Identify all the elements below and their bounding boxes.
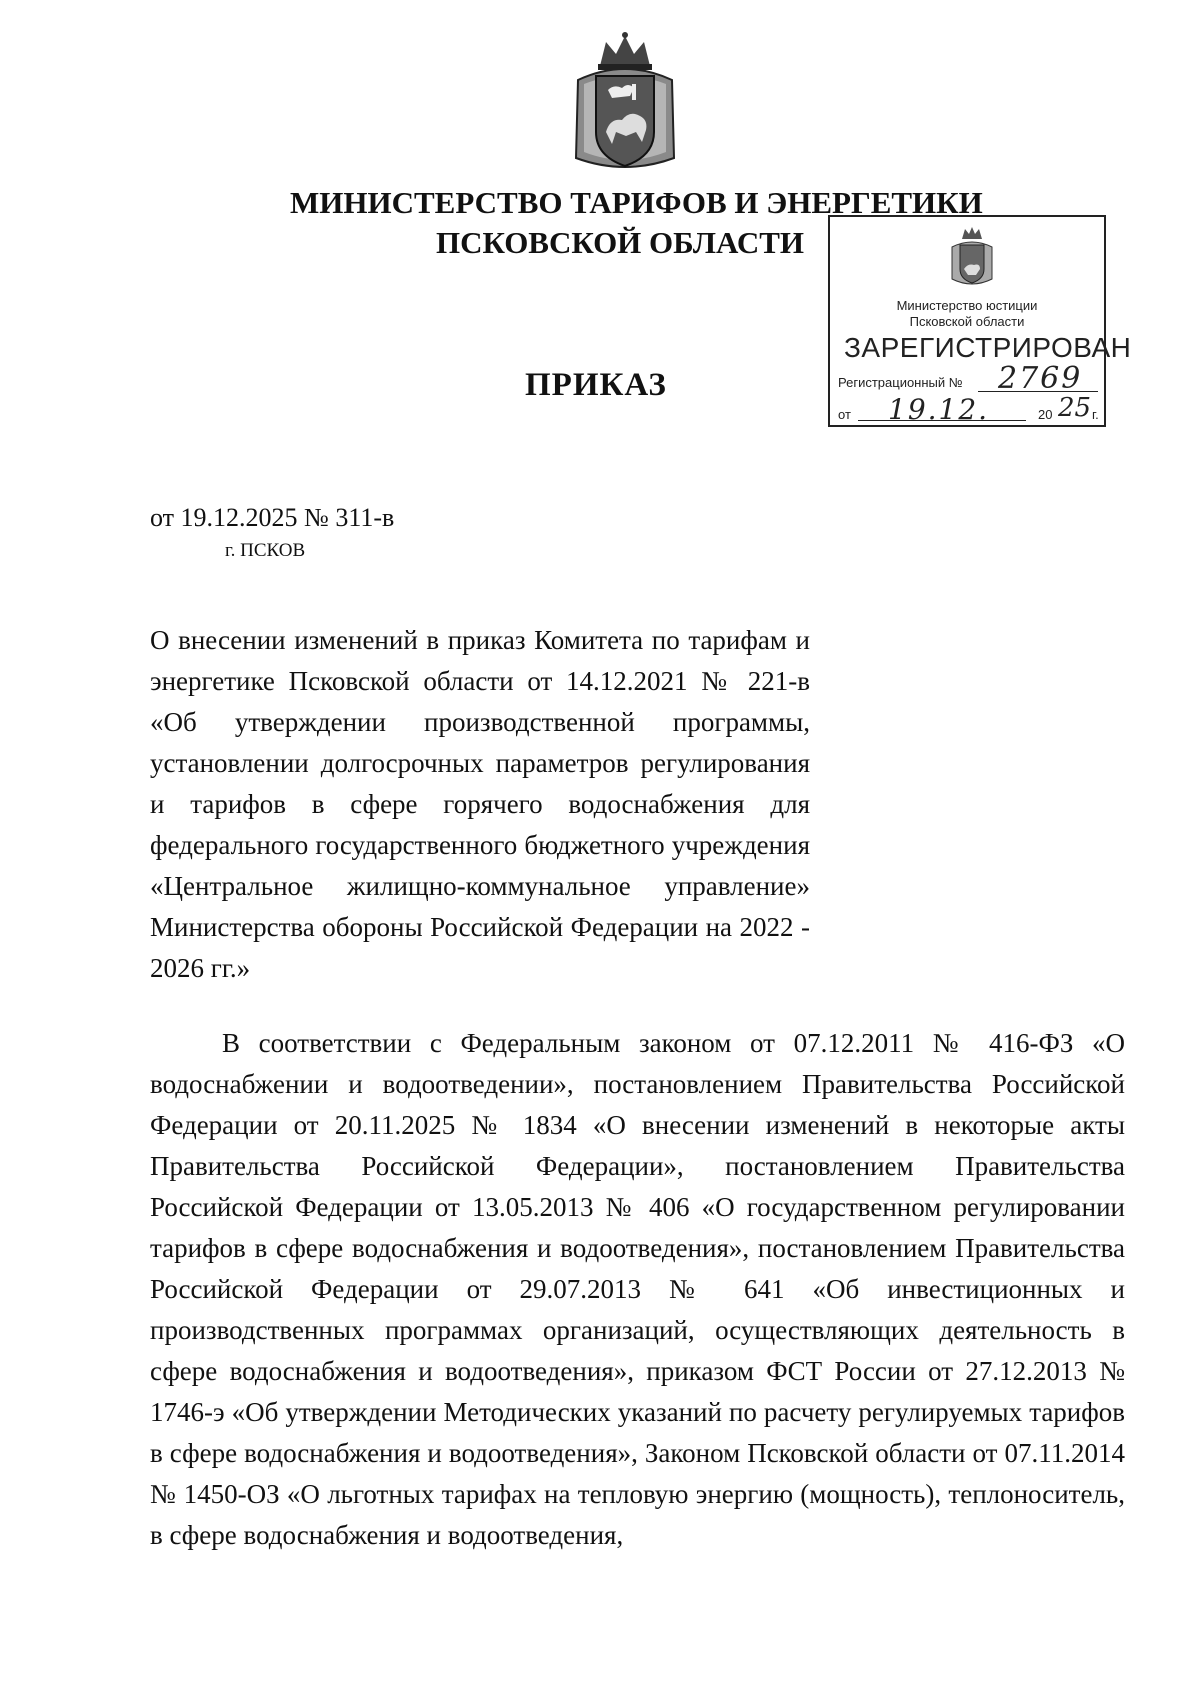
document-body-paragraph: В соответствии с Федеральным законом от 07.12.2011 № 416-ФЗ «О водоснабжении и водоотведении», постановлением Правительства Российской Федерации от 20.11.2025 № 1834 «О внесении изменений в некоторые акты Правительства Российской Федерации», постановлением Правительства Российской Федерации от 13.05.2013 № 406 «О государственном регулировании тарифов в сфере водоснабжения и водоотведения», постановлением Правительства Российской Федерации от 29.07.2013 № 641 «Об инвестиционных и производственных программах организаций, осуществляющих деятельность в сфере водоснабжения и водоотведения», приказом ФСТ России от 27.12.2013 № 1746-э «Об утверждении Методических указаний по расчету регулируемых тарифов в сфере водоснабжения и водоотведения», Законом Псковской области от 07.11.2014 № 1450-ОЗ «О льготных тарифах на тепловую энергию (мощность), теплоноситель, в сфере водоснабжения и водоотведения,: [150, 1028, 1125, 1550]
stamp-date: 19.12.: [888, 393, 990, 426]
ministry-line-2: ПСКОВСКОЙ ОБЛАСТИ: [435, 225, 805, 260]
document-subject: О внесении изменений в приказ Комитета по тарифам и энергетике Псковской области от 14.12.2021 № 221-в «Об утверждении производственной программы, установлении долгосрочных параметров регулирования и тарифов в сфере горячего водоснабжения для федерального государственного бюджетного учреждения «Центральное жилищно-коммунальное управление» Министерства обороны Российской Федерации на 2022 - 2026 гг.»: [150, 625, 810, 983]
document-date-number: от 19.12.2025 № 311-в: [150, 503, 395, 532]
stamp-org-line-1: Министерство юстиции: [896, 298, 1038, 313]
stamp-status: ЗАРЕГИСТРИРОВАН: [844, 332, 1132, 363]
coat-of-arms-icon: [570, 28, 680, 178]
stamp-org-line-2: Псковской области: [909, 314, 1025, 329]
document-city: г. ПСКОВ: [225, 540, 306, 561]
stamp-date-label: от: [838, 407, 851, 422]
stamp-number-label: Регистрационный №: [838, 375, 963, 390]
ministry-line-1: МИНИСТЕРСТВО ТАРИФОВ И ЭНЕРГЕТИКИ: [290, 185, 983, 220]
stamp-year-suffix: г.: [1092, 407, 1099, 422]
stamp-number: 2769: [998, 361, 1083, 396]
registration-stamp: [828, 215, 1132, 427]
stamp-emblem-icon: [948, 225, 996, 289]
stamp-year: 25: [1058, 393, 1092, 423]
document-title: ПРИКАЗ: [525, 367, 667, 403]
stamp-year-prefix: 20: [1038, 407, 1053, 422]
